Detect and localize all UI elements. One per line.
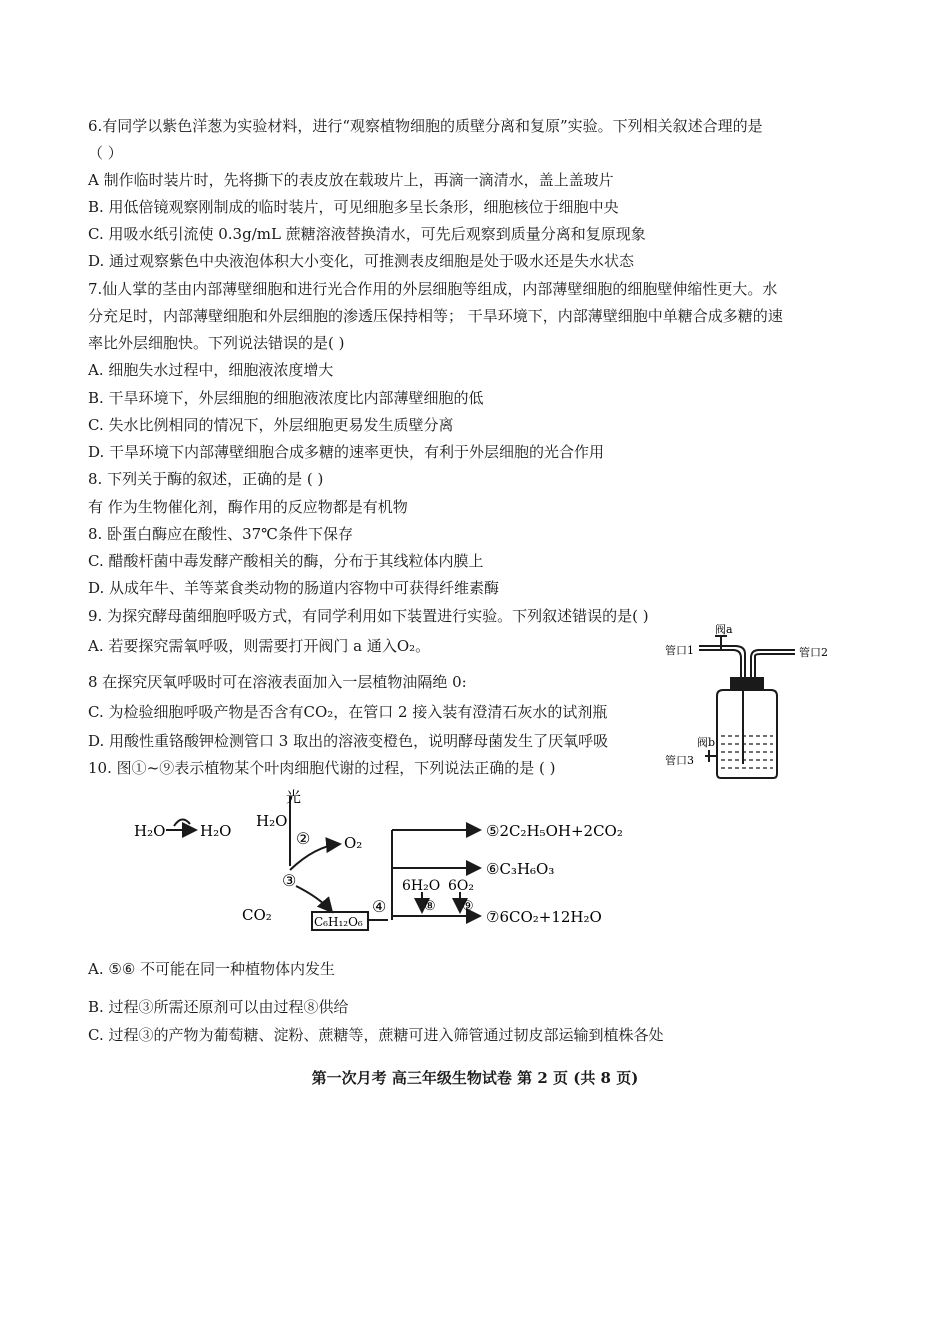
q7-stem-line-2: 分充足时，内部薄壁细胞和外层细胞的渗透压保持相等； 干旱环境下，内部薄壁细胞中单糖合成多糖的速 — [88, 307, 783, 325]
product-6-label: ⑥C₃H₆O₃ — [486, 860, 555, 878]
h2o-right: H₂O — [200, 822, 232, 840]
q8-stem: 8. 下列关于酶的叙述，正确的是 ( ) — [88, 470, 324, 488]
q6-option-a: A 制作临时装片时，先将撕下的表皮放在载玻片上，再滴一滴清水，盖上盖玻片 — [88, 171, 614, 189]
q7-option-a: A. 细胞失水过程中，细胞液浓度增大 — [88, 361, 334, 379]
leaf-cell-metabolism-diagram — [130, 786, 650, 936]
port-3-label: 管口3 — [665, 754, 694, 767]
product-5-label: ⑤2C₂H₅OH+2CO₂ — [486, 822, 623, 840]
q7-option-c: C. 失水比例相同的情况下，外层细胞更易发生质壁分离 — [88, 416, 454, 434]
port-2-label: 管口2 — [799, 646, 828, 659]
o2-label: O₂ — [344, 834, 363, 852]
q7-option-d: D. 干旱环境下内部薄壁细胞合成多糖的速率更快，有利于外层细胞的光合作用 — [88, 443, 605, 461]
step-3-label: ③ — [282, 871, 297, 890]
q7-option-b: B. 干旱环境下，外层细胞的细胞液浓度比内部薄壁细胞的低 — [88, 389, 484, 407]
step-2-label: ② — [296, 829, 311, 848]
valve-a-label: 阀a — [715, 624, 733, 636]
h2o-mid: H₂O — [256, 812, 288, 830]
o2-6-label: 6O₂ — [448, 878, 474, 894]
q9-option-c: C. 为检验细胞呼吸产物是否含有CO₂，在管口 2 接入装有澄清石灰水的试剂瓶 — [88, 703, 608, 721]
step-8-label: ⑧ — [424, 899, 436, 914]
q9-option-d: D. 用酸性重铬酸钾检测管口 3 取出的溶液变橙色，说明酵母菌发生了厌氧呼吸 — [88, 732, 609, 750]
h2o-6-label: 6H₂O — [402, 878, 441, 894]
q8-option-a: 有 作为生物催化剂，酶作用的反应物都是有机物 — [88, 498, 408, 516]
q6-option-c: C. 用吸水纸引流使 0.3g/mL 蔗糖溶液替换清水，可先后观察到质量分离和复原现象 — [88, 225, 646, 243]
step-9-label: ⑨ — [462, 899, 474, 914]
valve-b-label: 阀b — [697, 736, 716, 749]
q7-stem-line-3: 率比外层细胞快。下列说法错误的是( ) — [88, 334, 345, 352]
yeast-respiration-apparatus — [665, 624, 845, 784]
port-1-label: 管口1 — [665, 644, 694, 657]
q7-stem-line-1: 7.仙人掌的茎由内部薄壁细胞和进行光合作用的外层细胞等组成，内部薄壁细胞的细胞壁伸缩性更大。水 — [88, 280, 778, 298]
light-label: 光 — [286, 788, 302, 806]
glucose-label: C₆H₁₂O₆ — [314, 915, 363, 929]
q6-option-b: B. 用低倍镜观察刚制成的临时装片，可见细胞多呈长条形，细胞核位于细胞中央 — [88, 198, 619, 216]
q10-option-c: C. 过程③的产物为葡萄糖、淀粉、蔗糖等，蔗糖可进入筛管通过韧皮部运输到植株各处 — [88, 1026, 664, 1044]
q6-stem-line-2: （ ） — [88, 144, 123, 162]
q10-option-b: B. 过程③所需还原剂可以由过程⑧供给 — [88, 998, 349, 1016]
q10-stem: 10. 图①~⑨表示植物某个叶肉细胞代谢的过程，下列说法正确的是 ( ) — [88, 759, 556, 777]
q6-stem-line-1: 6.有同学以紫色洋葱为实验材料，进行“观察植物细胞的质壁分离和复原”实验。下列相关叙述合理的是 — [88, 117, 763, 135]
step-4-label: ④ — [372, 897, 387, 916]
q9-option-a: A. 若要探究需氧呼吸，则需要打开阀门 a 通入O₂。 — [88, 637, 431, 655]
q6-option-d: D. 通过观察紫色中央液泡体积大小变化，可推测表皮细胞是处于吸水还是失水状态 — [88, 252, 635, 270]
page-footer: 第一次月考 高三年级生物试卷 第 2 页 (共 8 页) — [311, 1069, 639, 1087]
h2o-left: H₂O — [134, 822, 166, 840]
q9-stem: 9. 为探究酵母菌细胞呼吸方式，有同学利用如下装置进行实验。下列叙述错误的是( ) — [88, 607, 649, 625]
co2-label: CO₂ — [242, 906, 272, 924]
q9-option-b: 8 在探究厌氧呼吸时可在溶液表面加入一层植物油隔绝 0: — [88, 673, 467, 691]
q10-option-a: A. ⑤⑥ 不可能在同一种植物体内发生 — [88, 960, 336, 978]
product-7-label: ⑦6CO₂+12H₂O — [486, 908, 602, 926]
q8-option-d: D. 从成年牛、羊等菜食类动物的肠道内容物中可获得纤维素酶 — [88, 579, 500, 597]
q8-option-c: C. 醋酸杆菌中毒发酵产酸相关的酶，分布于其线粒体内膜上 — [88, 552, 484, 570]
q8-option-b: 8. 卧蛋白酶应在酸性、37℃条件下保存 — [88, 525, 353, 543]
